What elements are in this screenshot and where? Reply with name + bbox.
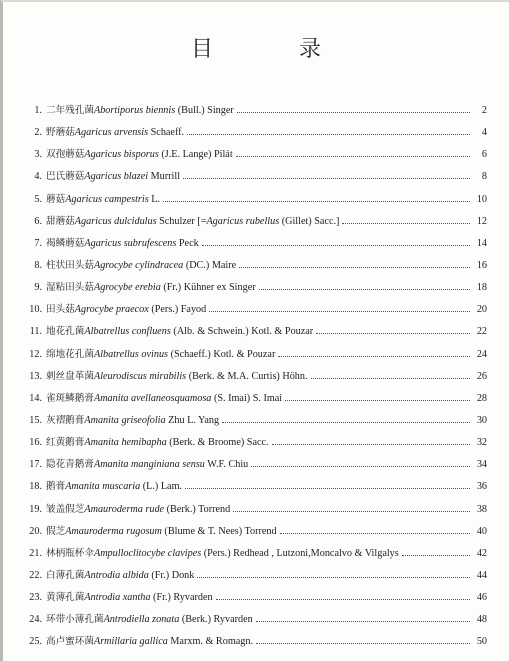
- entry-number: 12.: [29, 348, 42, 360]
- dot-leader: [251, 456, 470, 467]
- entry-page-number: 28: [476, 392, 487, 404]
- entry-chinese-name: 鹅膏: [46, 481, 66, 493]
- entry-author: Schaeff.: [148, 127, 185, 139]
- entry-author: (Fr.) Kühner ex Singer: [160, 282, 256, 294]
- dot-leader: [237, 102, 470, 113]
- entry-author: Zhu L. Yang: [165, 414, 220, 426]
- entry-author: Murrill: [148, 171, 181, 183]
- entry-number: 13.: [29, 370, 42, 382]
- entry-title: [46, 436, 269, 450]
- entry-author: (Berk. & M.A. Curtis) Höhn.: [186, 370, 308, 382]
- entry-number: 17.: [29, 459, 42, 471]
- entry-title: [46, 547, 399, 561]
- entry-page-number: 10: [476, 193, 487, 205]
- entry-number: 6.: [34, 215, 42, 227]
- toc-entry[interactable]: [23, 545, 487, 567]
- entry-title: [46, 281, 256, 295]
- entry-page-number: 8: [481, 171, 487, 183]
- entry-page-number: 6: [481, 149, 487, 161]
- entry-number: 9.: [34, 282, 42, 294]
- toc-entry[interactable]: [23, 633, 487, 655]
- entry-author: (Alb. & Schwein.) Kotl. & Pouzar: [170, 326, 314, 338]
- entry-title: [46, 104, 234, 118]
- entry-author: (Blume & T. Nees) Torrend: [161, 525, 277, 537]
- entry-author: (Berk.) Ryvarden: [179, 614, 253, 626]
- entry-title: [46, 325, 313, 339]
- entry-latin-name: Agaricus subrufescens: [84, 237, 177, 249]
- entry-chinese-name: 高卢蜜环菌: [46, 636, 94, 648]
- entry-author: Schulzer [=: [156, 215, 207, 227]
- entry-page-number: 20: [476, 304, 487, 316]
- entry-latin-name: Albatrellus confluens: [84, 326, 171, 338]
- toc-entry[interactable]: [23, 213, 487, 235]
- entry-chinese-name: 二年残孔菌: [46, 105, 94, 116]
- entry-chinese-name: 蘑菇: [46, 193, 66, 205]
- toc-entry[interactable]: [23, 434, 487, 456]
- entry-title: [46, 348, 275, 362]
- entry-title: [46, 569, 194, 583]
- entry-latin-name: Albatrellus ovinus: [93, 348, 169, 360]
- toc-entry[interactable]: [23, 501, 487, 523]
- entry-number: 19.: [29, 503, 42, 515]
- entry-author: (Fr.) Ryvarden: [150, 592, 213, 604]
- dot-leader: [222, 412, 470, 423]
- toc-entry[interactable]: [23, 478, 487, 500]
- dot-leader: [311, 368, 470, 379]
- entry-title: [46, 591, 213, 605]
- entry-number: 16.: [29, 437, 42, 449]
- entry-number: 24.: [29, 614, 42, 626]
- entry-chinese-name: 环带小薄孔菌: [46, 614, 104, 626]
- toc-entry[interactable]: [23, 235, 487, 257]
- dot-leader: [209, 301, 470, 312]
- entry-latin-name: Amanita muscaria: [65, 481, 141, 493]
- entry-latin-name: Amanita hemibapha: [84, 437, 167, 449]
- entry-page-number: 48: [476, 614, 487, 626]
- dot-leader: [259, 279, 470, 290]
- entry-page-number: 4: [481, 127, 487, 139]
- entry-latin-name: Amanita griseofolia: [84, 414, 166, 426]
- toc-entry[interactable]: [23, 257, 487, 279]
- toc-entry[interactable]: [23, 279, 487, 301]
- entry-chinese-name: 林柄瓶杯伞: [46, 547, 94, 559]
- entry-chinese-name: 绵地花孔菌: [46, 348, 94, 360]
- entry-latin-name: Antrodia xantha: [84, 592, 151, 604]
- entry-latin-name: Amauroderma rugosum: [65, 525, 162, 537]
- entry-latin-name: Abortiporus biennis: [93, 105, 176, 116]
- toc-entry[interactable]: [23, 611, 487, 633]
- entry-latin-name: Agaricus arvensis: [74, 127, 149, 139]
- entry-title: [46, 193, 160, 207]
- entry-number: 3.: [34, 149, 42, 161]
- dot-leader: [183, 168, 470, 179]
- entry-synonym-author: (Gillet) Sacc.]: [279, 215, 340, 227]
- dot-leader: [216, 589, 470, 600]
- entry-latin-name: Ampulloclitocybe clavipes: [93, 547, 202, 559]
- dot-leader: [316, 323, 470, 334]
- toc-entry[interactable]: [23, 191, 487, 213]
- entry-title: [46, 148, 233, 162]
- entry-author: (Bull.) Singer: [175, 105, 234, 116]
- entry-page-number: 44: [476, 569, 487, 581]
- entry-title: [46, 126, 184, 140]
- entry-title: [46, 392, 282, 406]
- toc-entry[interactable]: [23, 589, 487, 611]
- entry-latin-name: Armillaria gallica: [93, 636, 168, 648]
- entry-number: 25.: [29, 636, 42, 648]
- entry-page-number: 30: [476, 414, 487, 426]
- toc-entry[interactable]: [23, 456, 487, 478]
- entry-number: 20.: [29, 525, 42, 537]
- entry-number: 7.: [34, 237, 42, 249]
- entry-chinese-name: 湿粘田头菇: [46, 282, 94, 294]
- entry-latin-name: Antrodiella zonata: [103, 614, 180, 626]
- entry-number: 5.: [34, 193, 42, 205]
- toc-entry[interactable]: [23, 567, 487, 589]
- entry-page-number: 2: [481, 105, 487, 116]
- entry-page-number: 26: [476, 370, 487, 382]
- entry-author: (Pers.) Redhead , Lutzoni,Moncalvo & Vilgalys: [201, 547, 399, 559]
- entry-latin-name: Agrocybe cylindracea: [93, 259, 184, 271]
- toc-entry[interactable]: [23, 390, 487, 412]
- entry-title: [46, 613, 253, 627]
- entry-author: Peck: [176, 237, 199, 249]
- entry-latin-name: Antrodia albida: [84, 569, 149, 581]
- dot-leader: [236, 146, 470, 157]
- entry-author: (Fr.) Donk: [148, 569, 195, 581]
- entry-author: (Pers.) Fayod: [148, 304, 207, 316]
- dot-leader: [185, 478, 470, 489]
- entry-latin-name: Agaricus dulcidulus: [74, 215, 157, 227]
- entry-title: [46, 259, 236, 273]
- toc-entry[interactable]: [23, 412, 487, 434]
- table-of-contents: [23, 102, 487, 656]
- dot-leader: [272, 434, 470, 445]
- entry-title: [46, 635, 253, 649]
- entry-page-number: 40: [476, 525, 487, 537]
- entry-page-number: 24: [476, 348, 487, 360]
- dot-leader: [280, 523, 470, 534]
- entry-number: 1.: [34, 105, 42, 116]
- entry-page-number: 42: [476, 547, 487, 559]
- entry-latin-name: Agrocybe praecox: [74, 304, 149, 316]
- entry-title: [46, 458, 248, 472]
- toc-entry[interactable]: [23, 146, 487, 168]
- entry-latin-name: Agaricus campestris: [65, 193, 149, 205]
- entry-page-number: 36: [476, 481, 487, 493]
- entry-author: Marxm. & Romagn.: [167, 636, 253, 648]
- entry-page-number: 12: [476, 215, 487, 227]
- dot-leader: [256, 611, 470, 622]
- toc-entry[interactable]: [23, 523, 487, 545]
- entry-title: [46, 414, 219, 428]
- entry-chinese-name: 假芝: [46, 525, 66, 537]
- toc-entry[interactable]: [23, 301, 487, 323]
- entry-latin-name: Amauroderma rude: [84, 503, 165, 515]
- entry-title: [46, 525, 277, 539]
- entry-latin-synonym: Agaricus rubellus: [206, 215, 280, 227]
- entry-chinese-name: 田头菇: [46, 304, 75, 316]
- entry-number: 23.: [29, 592, 42, 604]
- entry-latin-name: Aleurodiscus mirabilis: [93, 370, 187, 382]
- toc-entry[interactable]: [23, 368, 487, 390]
- entry-latin-name: Agaricus bisporus: [84, 149, 159, 161]
- entry-number: 15.: [29, 414, 42, 426]
- entry-title: [46, 303, 206, 317]
- entry-page-number: 46: [476, 592, 487, 604]
- entry-chinese-name: 甜蘑菇: [46, 215, 75, 227]
- entry-page-number: 16: [476, 259, 487, 271]
- entry-page-number: 22: [476, 326, 487, 338]
- entry-number: 8.: [34, 259, 42, 271]
- dot-leader: [256, 633, 470, 644]
- entry-author: W.F. Chiu: [204, 459, 249, 471]
- entry-chinese-name: 白薄孔菌: [46, 569, 85, 581]
- entry-author: (Schaeff.) Kotl. & Pouzar: [168, 348, 276, 360]
- dot-leader: [278, 346, 470, 357]
- entry-chinese-name: 雀斑鳞鹅膏: [46, 392, 94, 404]
- entry-chinese-name: 柱状田头菇: [46, 259, 94, 271]
- entry-chinese-name: 皱盖假芝: [46, 503, 85, 515]
- entry-author: (DC.) Maire: [183, 259, 237, 271]
- dot-leader: [239, 257, 470, 268]
- entry-author: (L.) Lam.: [140, 481, 183, 493]
- entry-author: (S. Imai) S. Imai: [211, 392, 283, 404]
- entry-number: 2.: [34, 127, 42, 139]
- entry-title: [46, 237, 199, 251]
- entry-number: 10.: [29, 304, 42, 316]
- entry-author: (Berk.) Torrend: [164, 503, 231, 515]
- entry-chinese-name: 褐鳞蘑菇: [46, 237, 85, 249]
- entry-number: 21.: [29, 547, 42, 559]
- entry-title: [46, 480, 182, 494]
- entry-page-number: 50: [476, 636, 487, 648]
- entry-number: 14.: [29, 392, 42, 404]
- entry-chinese-name: 双孢蘑菇: [46, 149, 85, 161]
- entry-latin-name: Agrocybe erebia: [93, 282, 161, 294]
- toc-entry[interactable]: [23, 323, 487, 345]
- dot-leader: [197, 567, 470, 578]
- toc-entry[interactable]: [23, 102, 487, 124]
- entry-page-number: 32: [476, 437, 487, 449]
- entry-chinese-name: 地花孔菌: [46, 326, 85, 338]
- entry-chinese-name: 黄薄孔菌: [46, 592, 85, 604]
- toc-entry[interactable]: [23, 168, 487, 190]
- entry-latin-name: Amanita manginiana sensu: [93, 459, 205, 471]
- entry-chinese-name: 野蘑菇: [46, 127, 75, 139]
- toc-entry[interactable]: [23, 346, 487, 368]
- entry-number: 11.: [29, 326, 42, 338]
- entry-page-number: 18: [476, 282, 487, 294]
- dot-leader: [233, 501, 470, 512]
- dot-leader: [202, 235, 470, 246]
- entry-page-number: 14: [476, 237, 487, 249]
- entry-number: 4.: [34, 171, 42, 183]
- entry-chinese-name: 巴氏蘑菇: [46, 171, 85, 183]
- entry-page-number: 38: [476, 503, 487, 515]
- entry-latin-name: Amanita avellaneosquamosa: [93, 392, 212, 404]
- page-title: 目 录: [190, 37, 353, 62]
- dot-leader: [187, 124, 470, 135]
- dot-leader: [342, 213, 470, 224]
- dot-leader: [285, 390, 470, 401]
- entry-page-number: 34: [476, 459, 487, 471]
- entry-author: (J.E. Lange) Pilát: [158, 149, 233, 161]
- entry-number: 22.: [29, 569, 42, 581]
- dot-leader: [402, 545, 470, 556]
- entry-chinese-name: 刺丝盘革菌: [46, 370, 94, 382]
- entry-author: (Berk. & Broome) Sacc.: [166, 437, 269, 449]
- entry-author: L.: [148, 193, 160, 205]
- entry-title: [46, 170, 180, 184]
- entry-chinese-name: 红黄鹅膏: [46, 437, 85, 449]
- dot-leader: [163, 191, 470, 202]
- entry-number: 18.: [29, 481, 42, 493]
- toc-entry[interactable]: [23, 124, 487, 146]
- entry-chinese-name: 灰褶鹅膏: [46, 414, 85, 426]
- entry-title: [46, 503, 230, 517]
- entry-chinese-name: 隐花青鹅膏: [46, 459, 94, 471]
- entry-latin-name: Agaricus blazei: [84, 171, 149, 183]
- entry-title: [46, 215, 339, 229]
- entry-title: [46, 370, 308, 384]
